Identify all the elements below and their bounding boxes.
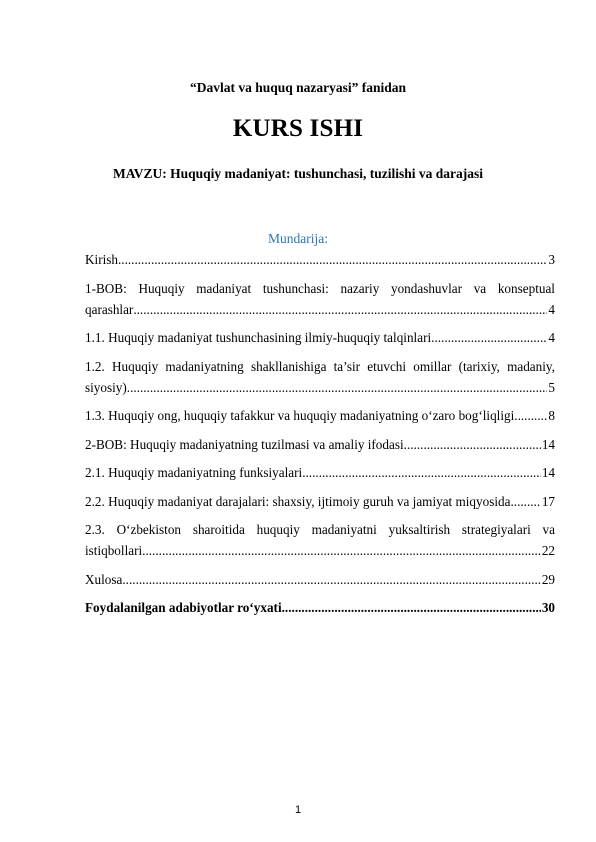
toc-entry[interactable] — [85, 491, 555, 512]
toc-leader-dots — [514, 405, 547, 426]
toc-entry-word: sharoitida — [192, 522, 245, 537]
toc-entry-line — [85, 597, 555, 618]
toc-entry-page: 30 — [541, 600, 555, 615]
toc-entry-line — [85, 405, 555, 426]
toc-entry-word: ta’sir — [333, 358, 361, 374]
toc-entry-page: 5 — [548, 379, 555, 395]
toc-entry-word: madaniyatning — [165, 358, 244, 374]
toc-leader-dots — [118, 249, 547, 270]
toc-entry-page: 29 — [541, 571, 555, 587]
toc-entry[interactable] — [85, 569, 555, 590]
toc-entry-line — [85, 462, 555, 483]
toc-entry-label: 1.3. Huquqiy ong, huquqiy tafakkur va huquqiy madaniyatning o‘zaro bog‘liqligi — [85, 408, 515, 423]
course-subject: “Davlat va huquq nazaryasi” fanidan — [189, 80, 407, 95]
toc-entry-word: Huquqiy — [138, 280, 185, 296]
toc-entry-label: 1.1. Huquqiy madaniyat tushunchasining ilmiy-huquqiy talqinlari — [85, 330, 432, 345]
toc-entry[interactable] — [85, 597, 555, 618]
toc-heading: Mundarija: — [268, 231, 328, 246]
toc-entry-label: 2.2. Huquqiy madaniyat darajalari: shaxsiy, ijtimoiy guruh va jamiyat miqyosida — [85, 493, 511, 509]
document-title: KURS ISHI — [232, 115, 364, 142]
toc-entry-word: 1-BOB: — [85, 280, 127, 296]
toc-entry-page: 17 — [541, 493, 555, 509]
toc-entry-word: strategiyalari — [461, 522, 531, 537]
toc-entry-page: 4 — [548, 330, 555, 345]
toc-entry-word: Huquqiy — [112, 358, 159, 374]
toc-entry-label: 2.1. Huquqiy madaniyatning funksiyalari — [85, 465, 303, 480]
toc-entry-word: yondashuvlar — [390, 280, 463, 296]
toc-entry-page: 4 — [548, 301, 555, 317]
toc-entry-label: Xulosa — [85, 571, 123, 587]
toc-entry-label: qarashlar — [85, 301, 134, 317]
toc-entry-word: va — [542, 522, 555, 537]
toc-entry-line — [85, 569, 555, 590]
toc-entry-line — [85, 540, 555, 561]
toc-entry-word: va — [473, 280, 487, 296]
toc-leader-dots — [142, 540, 541, 561]
toc-entry-first-line — [85, 356, 555, 377]
toc-entry-label: 2-BOB: Huquqiy madaniyatning tuzilmasi va amaliy ifodasi — [85, 436, 404, 452]
toc-leader-dots — [282, 597, 541, 618]
toc-entry-line — [85, 249, 555, 270]
toc-entry-page: 8 — [548, 408, 555, 423]
toc-entry-word: shakllanishiga — [250, 358, 327, 374]
toc-entry-word: madaniyatni — [311, 522, 377, 537]
toc-leader-dots — [510, 491, 540, 512]
toc-entry-label: Foydalanilgan adabiyotlar ro‘yxati — [85, 600, 282, 615]
toc-entry-word: 2.3. — [85, 522, 105, 537]
table-of-contents — [85, 249, 555, 618]
toc-entry-page: 14 — [541, 436, 555, 452]
toc-entry-page: 22 — [541, 543, 555, 558]
toc-entry[interactable] — [85, 327, 555, 348]
toc-entry-line — [85, 327, 555, 348]
toc-entry[interactable] — [85, 462, 555, 483]
page-number: 1 — [294, 804, 302, 816]
toc-entry-page: 3 — [548, 252, 555, 267]
toc-entry[interactable] — [85, 356, 555, 398]
toc-entry-word: madaniy, — [507, 358, 555, 374]
toc-entry[interactable] — [85, 405, 555, 426]
toc-entry-word: O‘zbekiston — [116, 522, 182, 537]
toc-leader-dots — [431, 327, 547, 348]
toc-entry[interactable] — [85, 434, 555, 455]
toc-leader-dots — [133, 299, 547, 320]
toc-entry-label: istiqbollari — [85, 543, 143, 558]
document-topic: MAVZU: Huquqiy madaniyat: tushunchasi, tuzilishi va darajasi — [113, 166, 483, 181]
toc-entry[interactable] — [85, 249, 555, 270]
toc-entry-first-line — [85, 519, 555, 540]
toc-entry-word: konseptual — [497, 280, 555, 296]
toc-leader-dots — [404, 434, 541, 455]
toc-entry-word: 1.2. — [85, 358, 105, 374]
toc-entry-word: yuksaltirish — [388, 522, 451, 537]
toc-entry-word: tushunchasi: — [262, 280, 329, 296]
toc-entry-line — [85, 299, 555, 320]
toc-entry-line — [85, 491, 555, 512]
toc-entry-word: omillar — [413, 358, 452, 374]
toc-entry-line — [85, 434, 555, 455]
toc-entry[interactable] — [85, 519, 555, 561]
toc-entry-label: Kirish — [85, 252, 118, 267]
toc-entry-first-line — [85, 278, 555, 299]
toc-entry-word: (tarixiy, — [458, 358, 500, 374]
toc-leader-dots — [302, 462, 541, 483]
toc-entry-word: huquqiy — [256, 522, 300, 537]
toc-entry-line — [85, 377, 555, 398]
toc-entry-page: 14 — [541, 465, 555, 480]
toc-entry-label: siyosiy) — [85, 379, 127, 395]
toc-entry-word: etuvchi — [367, 358, 407, 374]
toc-entry[interactable] — [85, 278, 555, 320]
toc-leader-dots — [122, 569, 540, 590]
toc-entry-word: madaniyat — [196, 280, 252, 296]
toc-leader-dots — [127, 377, 548, 398]
toc-entry-word: nazariy — [340, 280, 380, 296]
